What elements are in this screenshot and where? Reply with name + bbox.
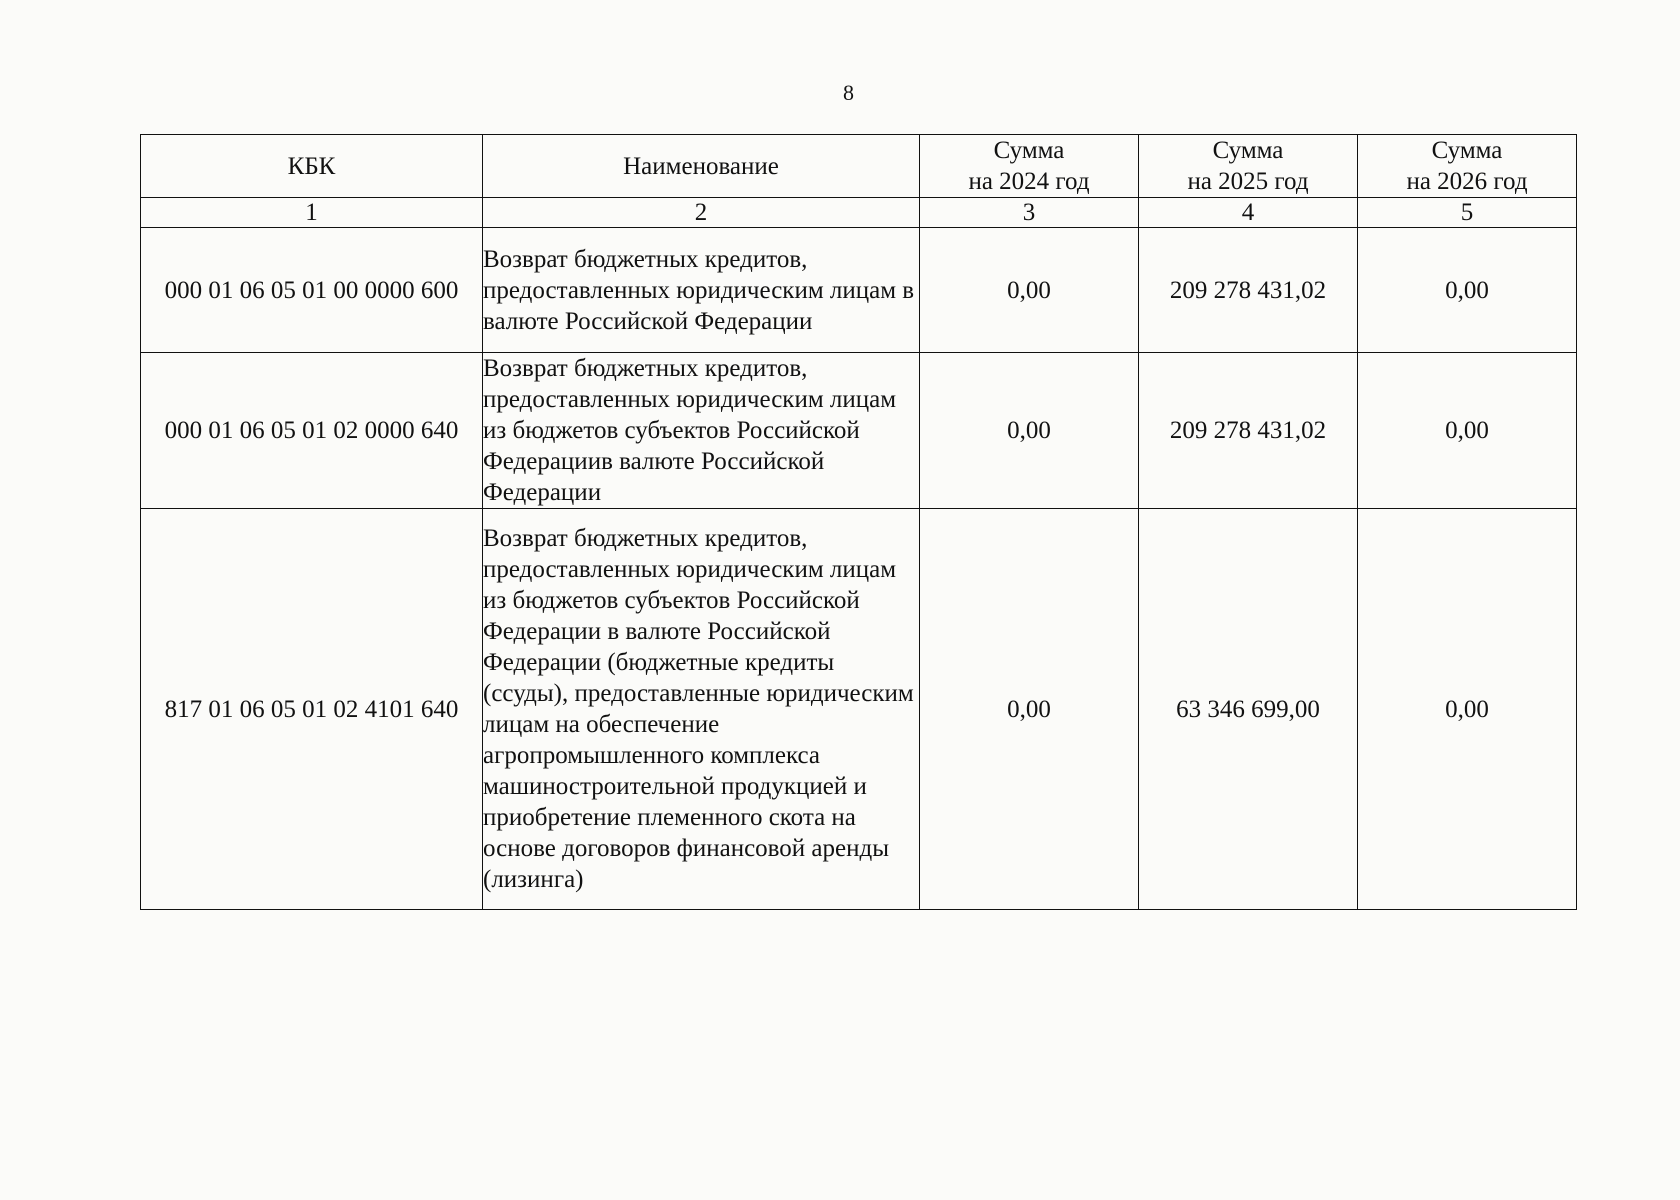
header-sum-2026: [1358, 135, 1577, 198]
header-sum-2026-line1: Сумма: [1431, 137, 1503, 164]
sum-2025: 209 278 431,02: [1139, 228, 1358, 353]
page-number: 8: [843, 80, 854, 105]
column-number-row: [141, 198, 1577, 228]
sum-2024: 0,00: [920, 353, 1139, 509]
header-kbk: КБК: [141, 135, 483, 198]
sum-2026: 0,00: [1358, 353, 1577, 509]
header-sum-2024: [920, 135, 1139, 198]
kbk-code: 000 01 06 05 01 02 0000 640: [141, 353, 483, 509]
item-name: Возврат бюджетных кредитов, предоставленных юридическим лицам из бюджетов субъектов Российской Федерациив валюте Российской Федерации: [483, 353, 920, 509]
header-sum-2025-line1: Сумма: [1212, 137, 1284, 164]
header-name: Наименование: [483, 135, 920, 198]
sum-2026: 0,00: [1358, 509, 1577, 910]
header-sum-2025-line2: на 2025 год: [1187, 168, 1309, 195]
sum-2026: 0,00: [1358, 228, 1577, 353]
table-row: [141, 353, 1577, 509]
column-number: 3: [920, 198, 1139, 228]
header-sum-2026-line2: на 2026 год: [1406, 168, 1528, 195]
header-sum-2025: [1139, 135, 1358, 198]
kbk-code: 817 01 06 05 01 02 4101 640: [141, 509, 483, 910]
item-name: Возврат бюджетных кредитов, предоставленных юридическим лицам в валюте Российской Федерации: [483, 228, 920, 353]
sum-2024: 0,00: [920, 228, 1139, 353]
item-name: Возврат бюджетных кредитов, предоставленных юридическим лицам из бюджетов субъектов Российской Федерации в валюте Российской Федерации (бюджетные кредиты (ссуды), предоставленные юридическим лицам на обеспечение агропромышленного комплекса машиностроительной продукцией и приобретение племенного скота на основе договоров финансовой аренды (лизинга): [483, 509, 920, 910]
table-row: [141, 228, 1577, 353]
sum-2025: 63 346 699,00: [1139, 509, 1358, 910]
sum-2025: 209 278 431,02: [1139, 353, 1358, 509]
budget-table: [140, 134, 1577, 910]
column-number: 4: [1139, 198, 1358, 228]
column-number: 1: [141, 198, 483, 228]
column-number: 5: [1358, 198, 1577, 228]
table-header-row: [141, 135, 1577, 198]
header-sum-2024-line2: на 2024 год: [968, 168, 1090, 195]
header-sum-2024-line1: Сумма: [993, 137, 1065, 164]
table-row: [141, 509, 1577, 910]
sum-2024: 0,00: [920, 509, 1139, 910]
kbk-code: 000 01 06 05 01 00 0000 600: [141, 228, 483, 353]
column-number: 2: [483, 198, 920, 228]
